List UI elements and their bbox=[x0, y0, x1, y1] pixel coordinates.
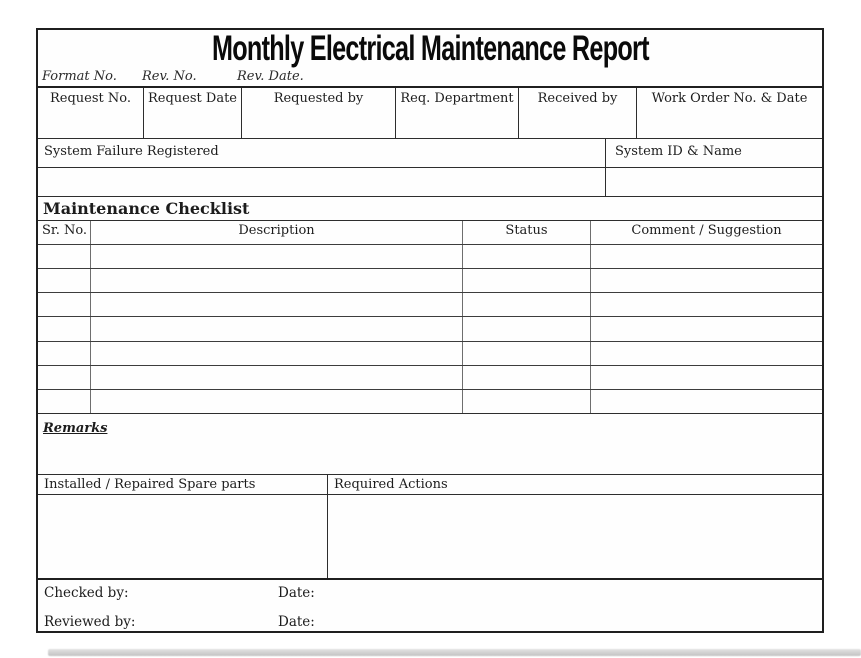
remarks-label: Remarks bbox=[43, 421, 108, 436]
requested-by-cell[interactable] bbox=[241, 88, 395, 138]
request-date-cell[interactable] bbox=[143, 88, 241, 138]
status-cell[interactable] bbox=[462, 293, 590, 316]
status-cell[interactable] bbox=[462, 342, 590, 365]
description-cell[interactable] bbox=[90, 317, 462, 340]
req-department-cell[interactable] bbox=[395, 88, 518, 138]
received-by-header: Received by bbox=[537, 91, 618, 106]
checklist-table bbox=[38, 220, 822, 413]
comment-cell[interactable] bbox=[590, 366, 822, 389]
parts-section bbox=[38, 474, 822, 578]
checked-by-label: Checked by: bbox=[44, 585, 129, 601]
checklist-header-row bbox=[38, 221, 822, 244]
checklist-empty-row bbox=[38, 268, 822, 292]
rev-date-label: Rev. Date. bbox=[237, 69, 304, 84]
page-bottom-shadow bbox=[48, 649, 861, 656]
checklist-empty-row bbox=[38, 365, 822, 389]
request-no-cell[interactable] bbox=[38, 88, 143, 138]
status-header: Status bbox=[462, 221, 590, 244]
description-cell[interactable] bbox=[90, 390, 462, 413]
comment-cell[interactable] bbox=[590, 293, 822, 316]
signoff-section bbox=[38, 578, 822, 631]
description-cell[interactable] bbox=[90, 342, 462, 365]
checklist-section-title: Maintenance Checklist bbox=[38, 196, 822, 220]
system-failure-label: System Failure Registered bbox=[44, 144, 219, 159]
sr-no-cell[interactable] bbox=[38, 245, 90, 268]
checklist-empty-row bbox=[38, 389, 822, 413]
sr-no-cell[interactable] bbox=[38, 293, 90, 316]
comment-cell[interactable] bbox=[590, 269, 822, 292]
description-header: Description bbox=[90, 221, 462, 244]
description-cell[interactable] bbox=[90, 366, 462, 389]
description-cell[interactable] bbox=[90, 293, 462, 316]
required-actions-input[interactable] bbox=[328, 495, 822, 578]
sr-no-cell[interactable] bbox=[38, 366, 90, 389]
received-by-cell[interactable] bbox=[518, 88, 636, 138]
status-cell[interactable] bbox=[462, 366, 590, 389]
description-cell[interactable] bbox=[90, 245, 462, 268]
system-failure-input[interactable] bbox=[38, 168, 605, 196]
sr-no-cell[interactable] bbox=[38, 342, 90, 365]
required-actions-label: Required Actions bbox=[328, 475, 822, 495]
checklist-empty-row bbox=[38, 292, 822, 316]
checked-date-label: Date: bbox=[278, 585, 315, 601]
comment-cell[interactable] bbox=[590, 342, 822, 365]
format-no-label: Format No. bbox=[42, 69, 117, 84]
sr-no-header: Sr. No. bbox=[42, 223, 88, 238]
status-cell[interactable] bbox=[462, 269, 590, 292]
checklist-empty-row bbox=[38, 341, 822, 365]
page-title: Monthly Electrical Maintenance Report bbox=[211, 29, 649, 68]
work-order-cell[interactable] bbox=[636, 88, 822, 138]
request-no-header: Request No. bbox=[49, 91, 131, 106]
comment-header: Comment / Suggestion bbox=[590, 221, 822, 244]
system-section bbox=[38, 138, 822, 196]
comment-cell[interactable] bbox=[590, 390, 822, 413]
form-header bbox=[38, 30, 822, 86]
rev-no-label: Rev. No. bbox=[142, 69, 197, 84]
checklist-empty-row bbox=[38, 244, 822, 268]
status-cell[interactable] bbox=[462, 390, 590, 413]
comment-cell[interactable] bbox=[590, 317, 822, 340]
status-cell[interactable] bbox=[462, 245, 590, 268]
checklist-empty-row bbox=[38, 316, 822, 340]
req-department-header: Req. Department bbox=[400, 91, 514, 106]
installed-parts-label: Installed / Repaired Spare parts bbox=[38, 475, 327, 495]
request-date-header: Request Date bbox=[148, 91, 237, 106]
requested-by-header: Requested by bbox=[273, 91, 364, 106]
installed-parts-input[interactable] bbox=[38, 495, 327, 578]
request-info-table bbox=[38, 86, 822, 138]
reviewed-date-label: Date: bbox=[278, 614, 315, 630]
description-cell[interactable] bbox=[90, 269, 462, 292]
status-cell[interactable] bbox=[462, 317, 590, 340]
remarks-box[interactable] bbox=[38, 413, 822, 474]
sr-no-cell[interactable] bbox=[38, 390, 90, 413]
maintenance-report-form bbox=[36, 28, 824, 633]
work-order-header: Work Order No. & Date bbox=[651, 91, 808, 106]
reviewed-by-label: Reviewed by: bbox=[44, 614, 136, 630]
sr-no-cell[interactable] bbox=[38, 317, 90, 340]
system-id-label: System ID & Name bbox=[605, 139, 822, 167]
sr-no-cell[interactable] bbox=[38, 269, 90, 292]
system-id-input[interactable] bbox=[605, 168, 822, 196]
comment-cell[interactable] bbox=[590, 245, 822, 268]
